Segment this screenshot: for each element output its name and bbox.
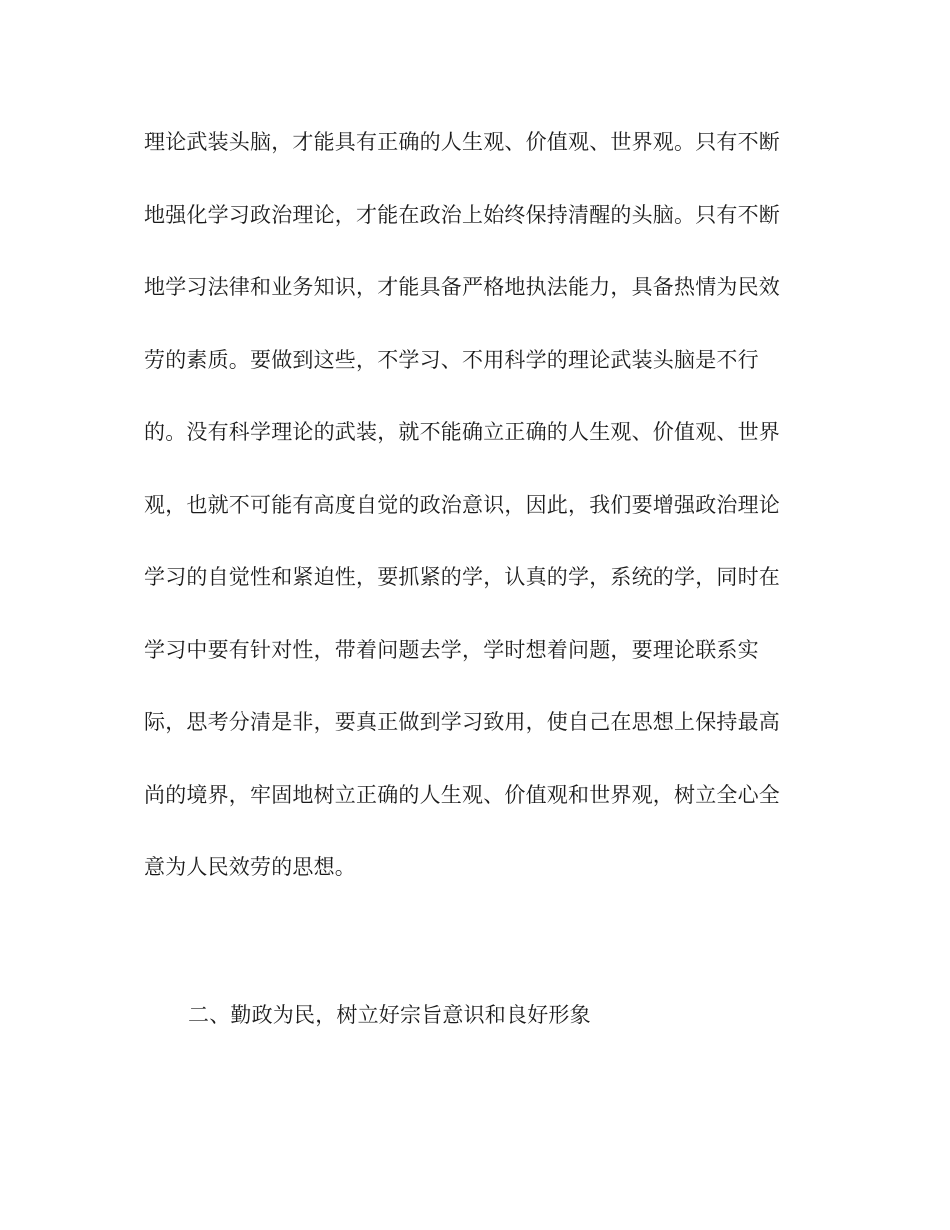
paragraph-line: 意为人民效劳的思想。 — [144, 855, 356, 879]
paragraph-line: 尚的境界，牢固地树立正确的人生观、价值观和世界观，树立全心全 — [144, 782, 780, 807]
paragraph-line: 学习的自觉性和紧迫性，要抓紧的学，认真的学，系统的学，同时在 — [144, 565, 780, 589]
section-heading: 二、勤政为民，树立好宗旨意识和良好形象 — [188, 1003, 591, 1027]
paragraph-line: 地强化学习政治理论，才能在政治上始终保持清醒的头脑。只有不断 — [144, 202, 780, 227]
body-paragraph — [144, 122, 804, 920]
paragraph-line: 的。没有科学理论的武装，就不能确立正确的人生观、价值观、世界 — [144, 420, 780, 444]
paragraph-line: 地学习法律和业务知识，才能具备严格地执法能力，具备热情为民效 — [144, 275, 780, 299]
paragraph-line: 学习中要有针对性，带着问题去学，学时想着问题，要理论联系实 — [144, 637, 759, 662]
paragraph-line: 劳的素质。要做到这些，不学习、不用科学的理论武装头脑是不行 — [144, 347, 759, 372]
paragraph-line: 观，也就不可能有高度自觉的政治意识，因此，我们要增强政治理论 — [144, 492, 780, 517]
paragraph-line: 际，思考分清是非，要真正做到学习致用，使自己在思想上保持最高 — [144, 710, 780, 734]
paragraph-line: 理论武装头脑，才能具有正确的人生观、价值观、世界观。只有不断 — [144, 130, 780, 154]
